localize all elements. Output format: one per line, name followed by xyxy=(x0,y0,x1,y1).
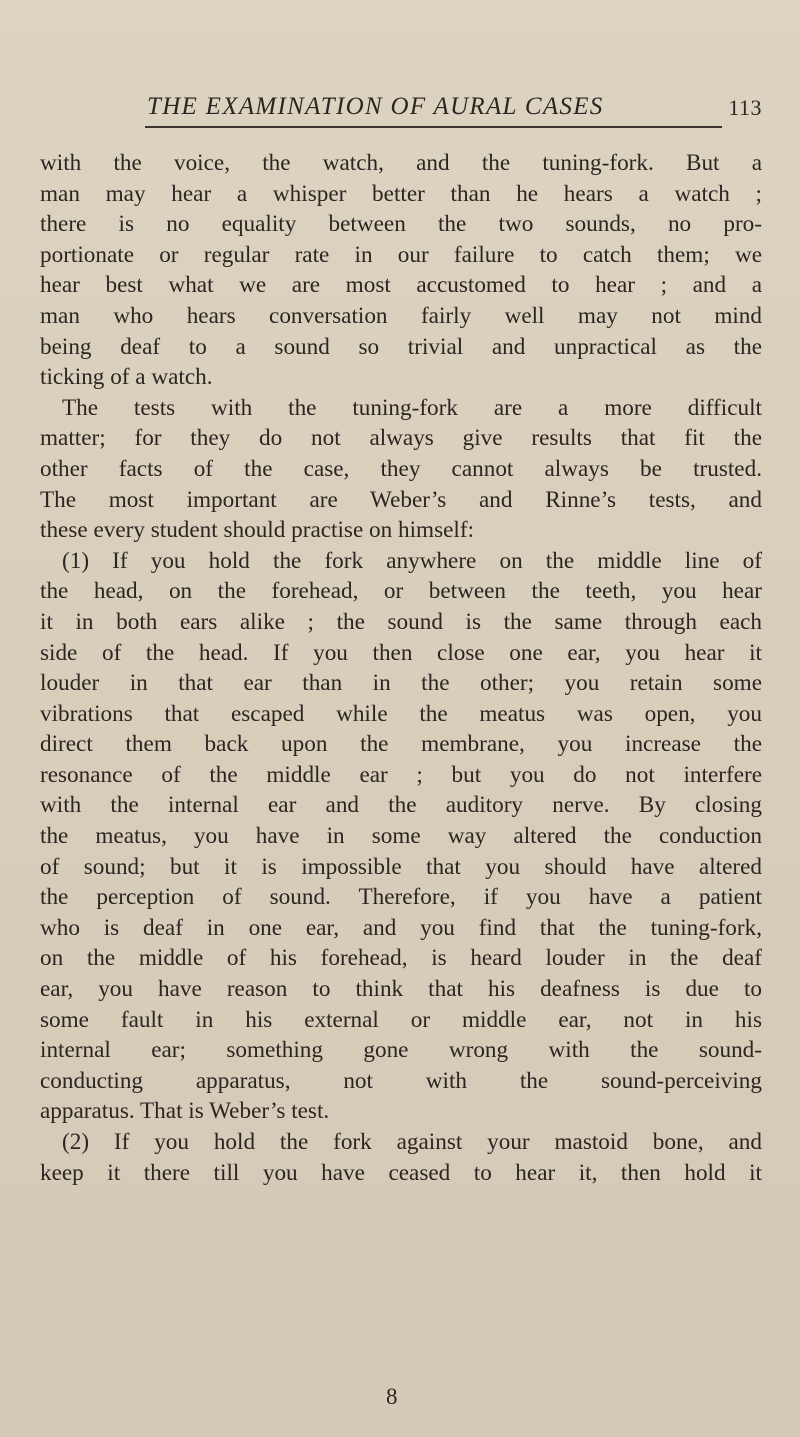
text-line: other facts of the case, they cannot always be trusted. xyxy=(40,455,762,482)
body-text xyxy=(40,148,762,1188)
text-line: hear best what we are most accustomed to hear ; and a xyxy=(40,272,762,299)
text-line: conducting apparatus, not with the sound-perceiving xyxy=(40,1067,762,1094)
text-line: vibrations that escaped while the meatus was open, you xyxy=(40,700,762,727)
text-line: direct them back upon the membrane, you increase the xyxy=(40,731,762,758)
text-line: ticking of a watch. xyxy=(40,364,213,391)
text-line: man may hear a whisper better than he hears a watch ; xyxy=(40,180,762,207)
text-line: matter; for they do not always give results that fit the xyxy=(40,425,762,452)
text-line: of sound; but it is impossible that you should have altered xyxy=(40,853,762,880)
text-line: The most important are Weber’s and Rinne’s tests, and xyxy=(40,486,762,513)
page-number: 113 xyxy=(728,95,762,120)
text-line: the perception of sound. Therefore, if you have a patient xyxy=(40,884,762,911)
text-line: on the middle of his forehead, is heard louder in the deaf xyxy=(40,945,762,972)
text-line: man who hears conversation fairly well may not mind xyxy=(40,302,762,329)
signature-mark: 8 xyxy=(386,1384,398,1409)
text-line: internal ear; something gone wrong with the sound- xyxy=(40,1037,762,1064)
text-line: side of the head. If you then close one ear, you hear it xyxy=(40,639,762,666)
text-line: (1) If you hold the fork anywhere on the middle line of xyxy=(62,547,762,574)
text-line: the head, on the forehead, or between the teeth, you hear xyxy=(40,578,762,605)
text-line: louder in that ear than in the other; you retain some xyxy=(40,670,762,697)
text-line: the meatus, you have in some way altered the conduction xyxy=(40,823,762,850)
text-line: apparatus. That is Weber’s test. xyxy=(40,1098,330,1125)
text-line: ear, you have reason to think that his deafness is due to xyxy=(40,976,762,1003)
running-head xyxy=(40,93,762,129)
text-line: with the voice, the watch, and the tuning-fork. But a xyxy=(40,150,762,176)
text-line: portionate or regular rate in our failure to catch them; we xyxy=(40,241,762,268)
header-rule xyxy=(145,126,722,128)
text-line: keep it there till you have ceased to hear it, then hold it xyxy=(40,1159,762,1186)
text-line: who is deaf in one ear, and you find that the tuning-fork, xyxy=(40,914,762,941)
text-line: (2) If you hold the fork against your mastoid bone, and xyxy=(62,1129,762,1155)
text-line: some fault in his external or middle ear, not in his xyxy=(40,1006,762,1033)
running-title: THE EXAMINATION OF AURAL CASES xyxy=(147,93,604,120)
text-line: The tests with the tuning-fork are a more difficult xyxy=(62,394,762,421)
text-line: there is no equality between the two sounds, no pro- xyxy=(40,211,762,238)
text-line: it in both ears alike ; the sound is the same through each xyxy=(40,608,762,635)
text-line: these every student should practise on himself: xyxy=(40,517,475,544)
text-line: resonance of the middle ear ; but you do not interfere xyxy=(40,761,762,788)
text-line: with the internal ear and the auditory nerve. By closing xyxy=(40,792,762,819)
text-line: being deaf to a sound so trivial and unpractical as the xyxy=(40,333,762,360)
